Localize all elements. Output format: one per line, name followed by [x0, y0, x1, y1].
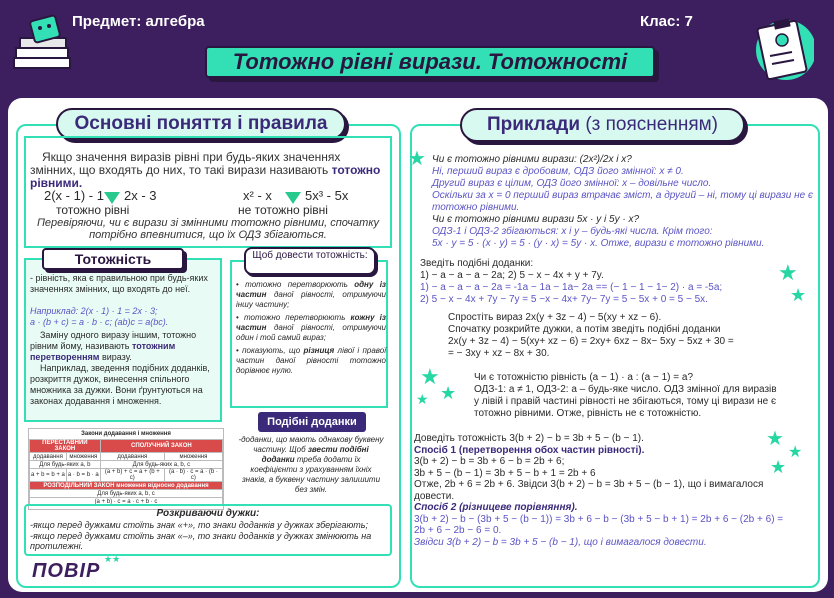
- example1-expr1: 2(x - 1) - 1: [44, 188, 104, 203]
- intro-note: Перевіряючи, чи є вирази зі змінними тотожно рівними, спочатку потрібно впевнитися, що їх ОДЗ збігаються.: [36, 217, 380, 241]
- identity-definition: - рівність, яка є правильною при будь-яких значеннях змінних, що входять до неї.: [30, 273, 208, 294]
- star-icon: ★: [408, 148, 426, 170]
- right-heading: Приклади (з поясненням): [460, 108, 745, 142]
- laws-title: Закони додавання і множення: [81, 431, 171, 437]
- example-text: Наприклад, зведення подібних доданків, розкриття дужок, винесення спільного множника за дужки. Вони ґрунтуються на законах додавання і множення.: [30, 363, 210, 406]
- like-terms-heading: Подібні доданки: [258, 412, 366, 432]
- star-icon: ★: [440, 383, 457, 403]
- intro-text: Якщо значення виразів рівні при будь-яких значеннях змінних, що входять до них, то такі вирази називають тотожно рівними.: [30, 150, 381, 190]
- like-terms-text: -доданки, що мають однакову буквену частину. Щоб звести подібні доданки треба додати їх коефіцієнти з урахуванням їхніх знаків, а буквену частину залишити без змін.: [238, 435, 384, 494]
- brackets-heading: Розкриваючи дужки:: [156, 508, 260, 519]
- example1-block: Чи є тотожно рівними вирази: (2x²)/2x і x? Ні, перший вираз є дробовим, ОДЗ його змінної: x ≠ 0. Другий вираз є цілим, ОДЗ його змінної: x – довільне число. Оскільки за x = 0 перший вираз втрачає зміст, а другий – ні, тому ці вирази не є тотожно рівними. Чи є тотожно рівними вирази 5x · y і 5y · x? ОДЗ-1 і ОДЗ-2 збігаються: x і y – будь-які числа. Крім того: 5x · y = 5 · (x · y) = 5 · (y · x) = 5y · x. Отже, вирази є тотожно рівними.: [432, 154, 813, 249]
- books-icon: [10, 14, 78, 74]
- star-icon: ★: [788, 444, 803, 461]
- grade-label: Клас: 7: [640, 13, 693, 30]
- left-heading: Основні поняття і правила: [56, 108, 346, 140]
- prove-list: [236, 280, 386, 376]
- star-icon: ★: [790, 285, 807, 305]
- example4-block: Спростіть вираз 2x(y + 3z − 4) − 5(xy + xz − 6). Спочатку розкрийте дужки, а потім зведіть подібні доданки 2x(y + 3z − 4) − 5(xy+ xz − 6) = 2xy+ 6xz − 8x− 5xy − 5xz + 30 = = − 3xy + xz − 8x + 30.: [448, 312, 734, 359]
- star-icon: ★★: [104, 554, 121, 564]
- star-icon: ★: [416, 391, 429, 407]
- example2-label: не тотожно рівні: [238, 203, 328, 217]
- page-title: Тотожно рівні вирази. Тотожності: [205, 46, 655, 78]
- clipboard-icon: [752, 14, 814, 86]
- brackets-rule-plus: -якщо перед дужками стоїть знак «+», то знаки доданків у дужках зберігають;: [30, 520, 369, 530]
- prove-heading: Щоб довести тотожність:: [244, 247, 376, 275]
- replacement-text: Заміну одного виразу іншим, тотожно рівним йому, називають тотожним перетворенням виразу.: [30, 330, 197, 362]
- prove-item: • тотожно перетворюють одну із частин даної рівності, отримуючи іншу частину;: [236, 280, 386, 309]
- subject-label: Предмет: алгебра: [72, 13, 205, 30]
- brackets-rule-minus: -якщо перед дужками стоїть знак «–», то знаки доданків у дужках змінюють на протилежні.: [30, 531, 372, 551]
- example1-expr2: 2x - 3: [124, 188, 157, 203]
- identity-example-a: Наприклад: 2(x · 1) · 1 = 2x · 3;: [30, 306, 158, 316]
- star-icon: ★: [770, 457, 787, 477]
- laws-table: ПЕРЕСТАВНИЙ ЗАКОН СПОЛУЧНИЙ ЗАКОН додавання множення додавання множення Для будь-яких a, b Для будь-яких a, b, c a + b = b + a a · b = b · a (a + b) + c = a + (b + c) (a · b) · c = a · (b · c) РОЗПОДІЛЬНИЙ ЗАКОН множення відносно додавання Для будь-яких a, b, c (a + b) · c = a · c + b · c: [29, 439, 223, 506]
- star-icon: ★: [766, 428, 784, 450]
- prove-item: • показують, що різниця лівої і правої частин даної рівності тотожно дорівнює нулю.: [236, 346, 386, 375]
- example5-block: Чи є тотожністю рівність (a − 1) · a : (a − 1) = a? ОДЗ-1: a ≠ 1, ОДЗ-2: a – будь-яке число. ОДЗ змінної для виразів у лівій і правій частині рівності не збігаються, тому ці вирази не є тотожно рівними. Отже, рівність не є тотожністю.: [474, 372, 777, 419]
- example2-expr2: 5x³ - 5x: [305, 188, 349, 203]
- prove-item: • тотожно перетворюють кожну із частин даної рівності, отримуючи один і той самий вираз;: [236, 313, 386, 342]
- identity-heading: Тотожність: [42, 248, 184, 270]
- example6-block: Доведіть тотожність 3(b + 2) − b = 3b + 5 − (b − 1). Спосіб 1 (перетворення обох частин рівності). 3(b + 2) − b = 3b + 6 − b = 2b + 6; 3b + 5 − (b − 1) = 3b + 5 − b + 1 = 2b + 6 Отже, 2b + 6 = 2b + 6. Звідси 3(b + 2) − b = 3b + 5 − (b − 1), що і вимагалося довести. Спосіб 2 (різницеве порівняння). 3(b + 2) − b − (3b + 5 − (b − 1)) = 3b + 6 − b − (3b + 5 − b + 1) = 2b + 6 − (2b + 6) = 2b + 6 − 2b − 6 = 0. Звідси 3(b + 2) − b = 3b + 5 − (b − 1), що і вимагалося довести.: [414, 433, 784, 548]
- identity-example-b: a · (b + c) = a · b · c; (ab)c = a(bc).: [30, 317, 169, 327]
- example1-label: тотожно рівні: [56, 203, 130, 217]
- star-icon: ★: [420, 364, 440, 389]
- example2-expr1: x² - x: [243, 188, 272, 203]
- laws-table-box: [28, 428, 224, 510]
- publisher-logo: ПОВІР: [32, 560, 101, 582]
- star-icon: ★: [778, 260, 798, 285]
- example3-block: Зведіть подібні доданки: 1) − a − a − a − 2a; 2) 5 − x − 4x + y + 7y. 1) − a − a − a − 2a = -1a − 1a − 1a− 2a == (− 1 − 1 − 1− 2) · a = -5a; 2) 5 − x − 4x + 7y − 7y = 5 −x − 4x+ 7y− 7y = 5 − 5x + 0 = 5 − 5x.: [420, 258, 723, 305]
